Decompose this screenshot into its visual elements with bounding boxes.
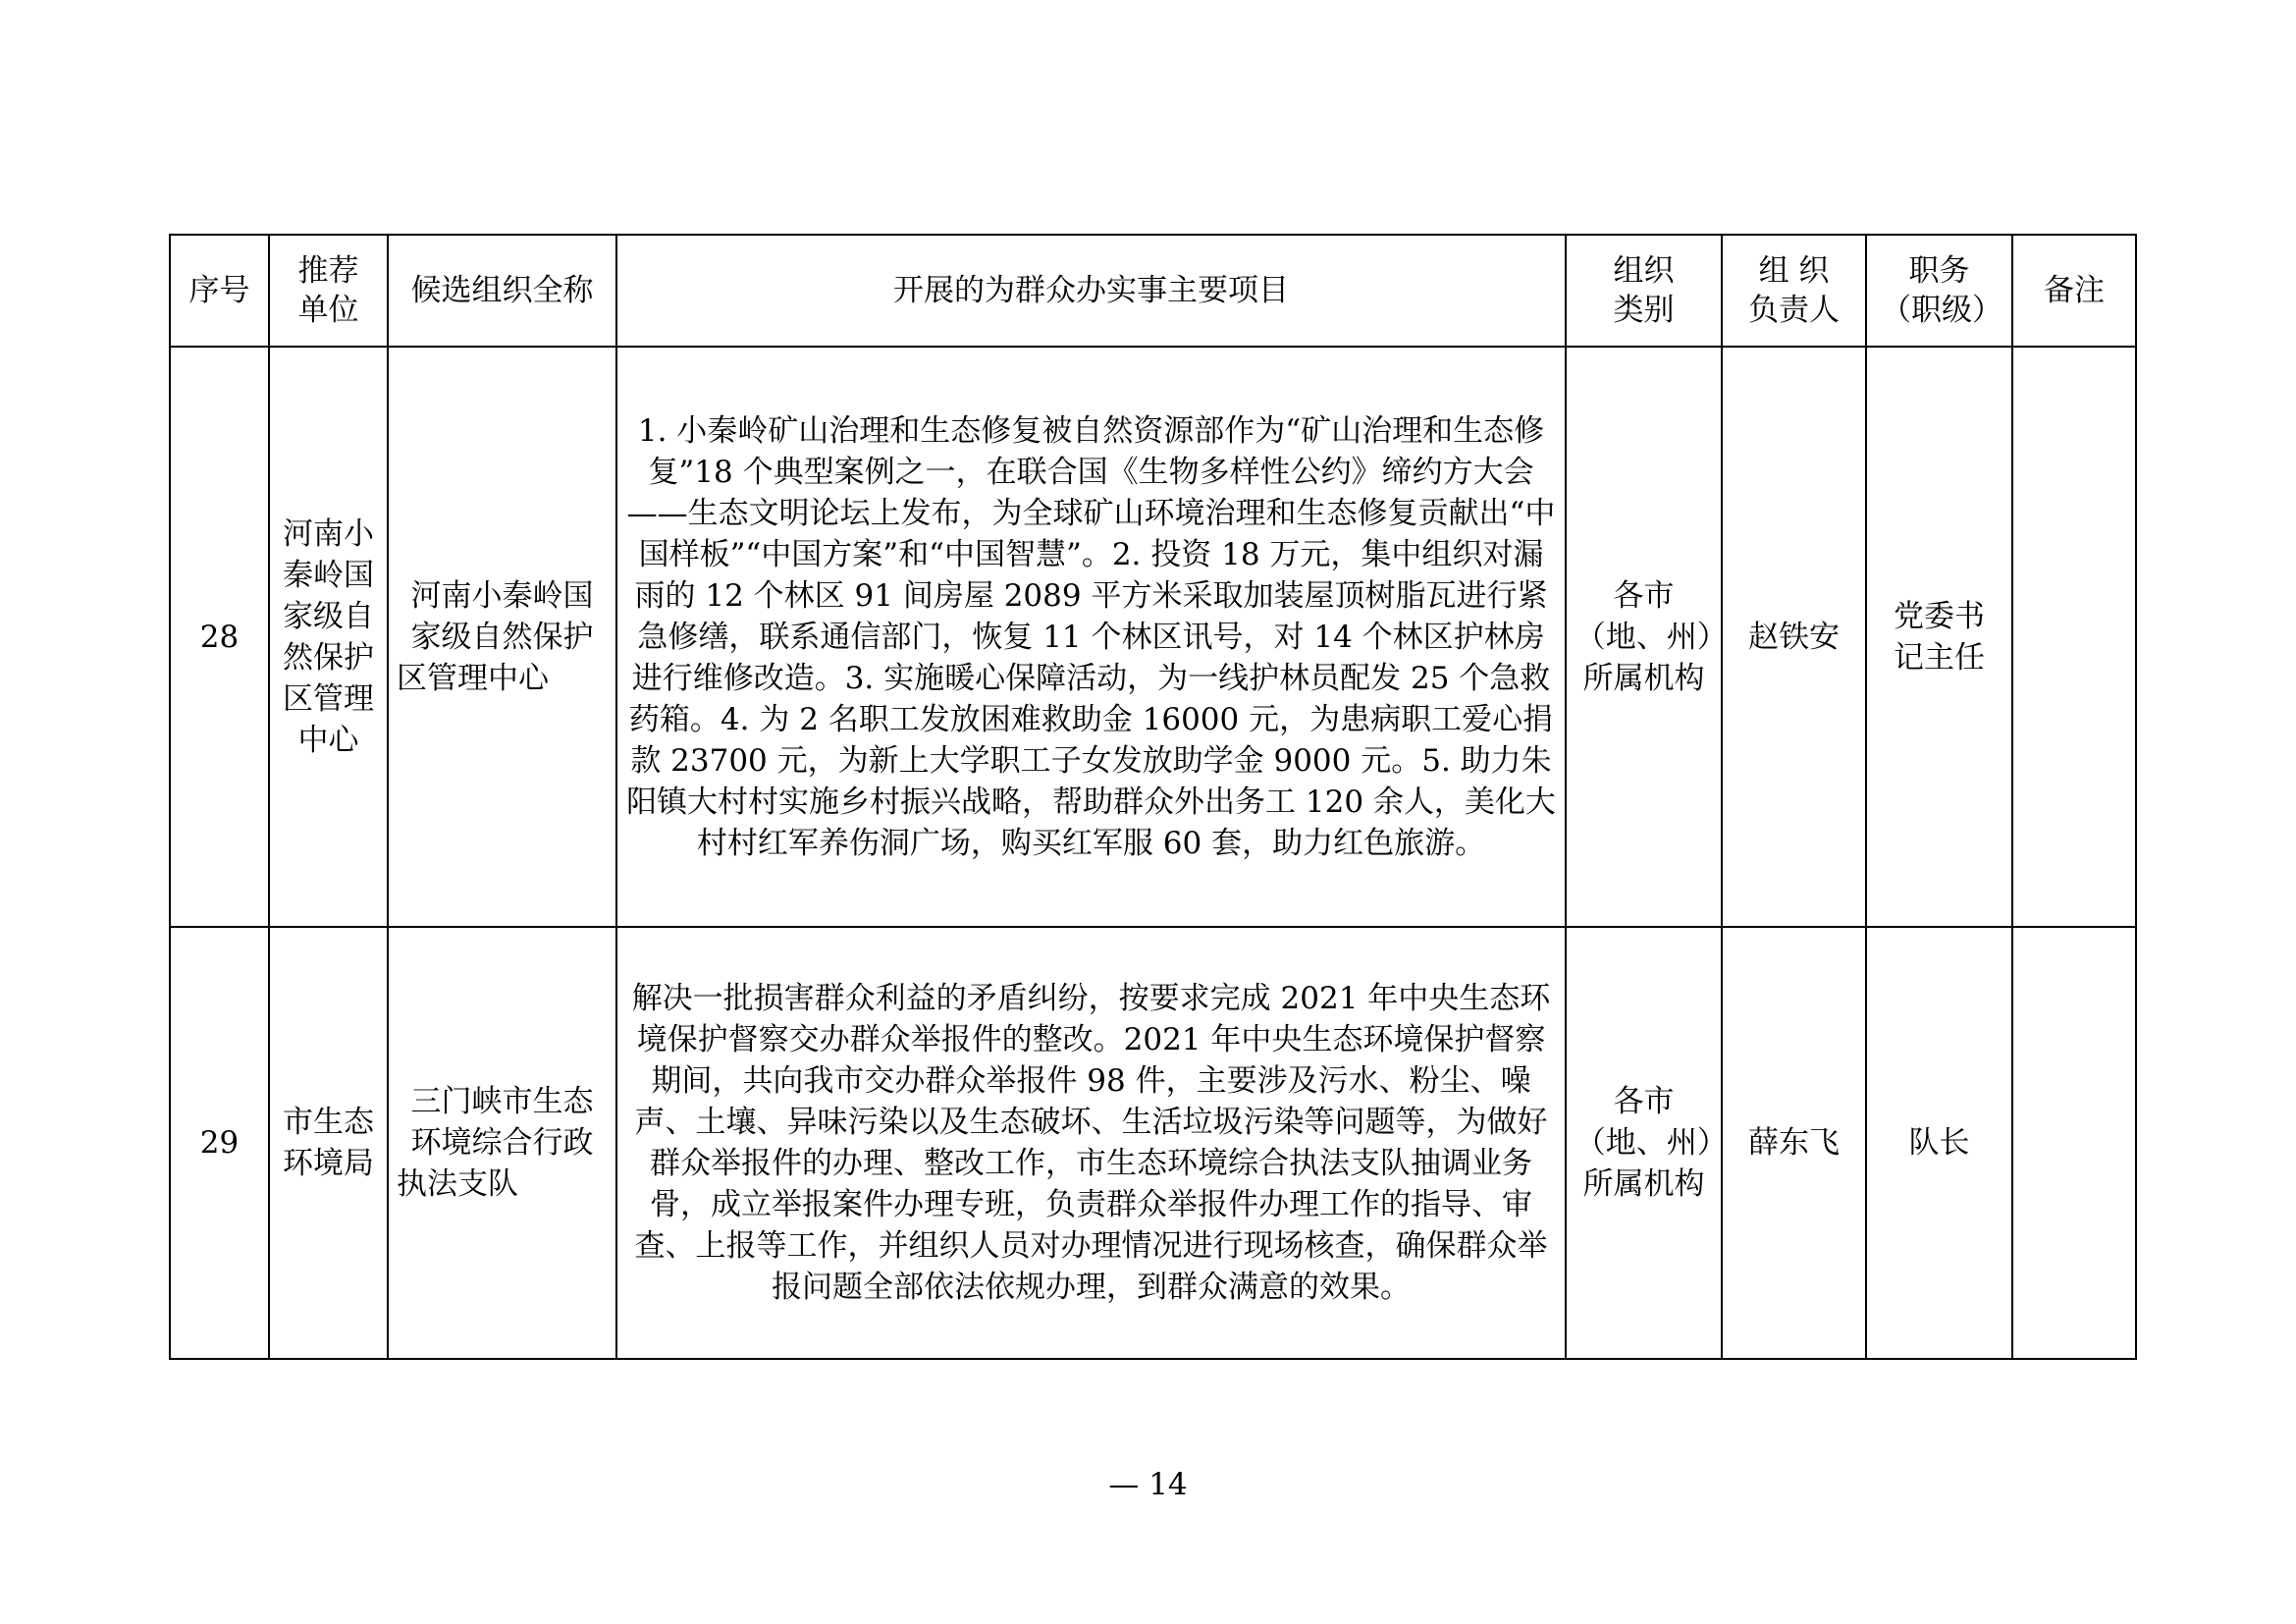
header-position: 职务（职级） [1866,235,2012,347]
table-row [170,927,2136,1359]
row-leader: 薛东飞 [1722,927,1866,1359]
row-remark [2012,927,2136,1359]
row-org: 河南小秦岭国家级自然保护区管理中心 [388,347,616,927]
header-index: 序号 [170,235,269,347]
row-position: 党委书记主任 [1866,347,2012,927]
row-projects: 解决一批损害群众利益的矛盾纠纷，按要求完成 2021 年中央生态环境保护督察交办群众举报件的整改。2021 年中央生态环境保护督察期间，共向我市交办群众举报件 98 件，主要涉及污水、粉尘、噪声、土壤、异味污染以及生态破坏、生活垃圾污染等问题等，为做好群众举报件的办理、整改工作，市生态环境综合执法支队抽调业务骨，成立举报案件办理专班，负责群众举报件办理工作的指导、审查、上报等工作，并组织人员对办理情况进行现场核查，确保群众举报问题全部依法依规办理，到群众满意的效果。 [616,927,1566,1359]
row-remark [2012,347,2136,927]
row-category: 各市（地、州）所属机构 [1566,347,1722,927]
row-leader: 赵铁安 [1722,347,1866,927]
header-unit: 推荐单位 [269,235,388,347]
header-leader: 组 织负责人 [1722,235,1866,347]
row-position: 队长 [1866,927,2012,1359]
header-projects: 开展的为群众办实事主要项目 [616,235,1566,347]
header-org: 候选组织全称 [388,235,616,347]
row-org: 三门峡市生态环境综合行政执法支队 [388,927,616,1359]
header-category: 组织类别 [1566,235,1722,347]
page-number: — 14 [1108,1467,1188,1502]
row-category: 各市（地、州）所属机构 [1566,927,1722,1359]
candidate-table [169,234,2137,1360]
table-row [170,347,2136,927]
table-header-row [170,235,2136,347]
row-unit: 河南小秦岭国家级自然保护区管理中心 [269,347,388,927]
row-index: 28 [170,347,269,927]
row-unit: 市生态环境局 [269,927,388,1359]
row-index: 29 [170,927,269,1359]
row-projects: 1. 小秦岭矿山治理和生态修复被自然资源部作为“矿山治理和生态修复”18 个典型案例之一，在联合国《生物多样性公约》缔约方大会——生态文明论坛上发布，为全球矿山环境治理和生态修复贡献出“中国样板”“中国方案”和“中国智慧”。2. 投资 18 万元，集中组织对漏雨的 12 个林区 91 间房屋 2089 平方米采取加装屋顶树脂瓦进行紧急修缮，联系通信部门，恢复 11 个林区讯号，对 14 个林区护林房进行维修改造。3. 实施暖心保障活动，为一线护林员配发 25 个急救药箱。4. 为 2 名职工发放困难救助金 16000 元，为患病职工爱心捐款 23700 元，为新上大学职工子女发放助学金 9000 元。5. 助力朱阳镇大村村实施乡村振兴战略，帮助群众外出务工 120 余人，美化大村村红军养伤洞广场，购买红军服 60 套，助力红色旅游。 [616,347,1566,927]
header-remark: 备注 [2012,235,2136,347]
